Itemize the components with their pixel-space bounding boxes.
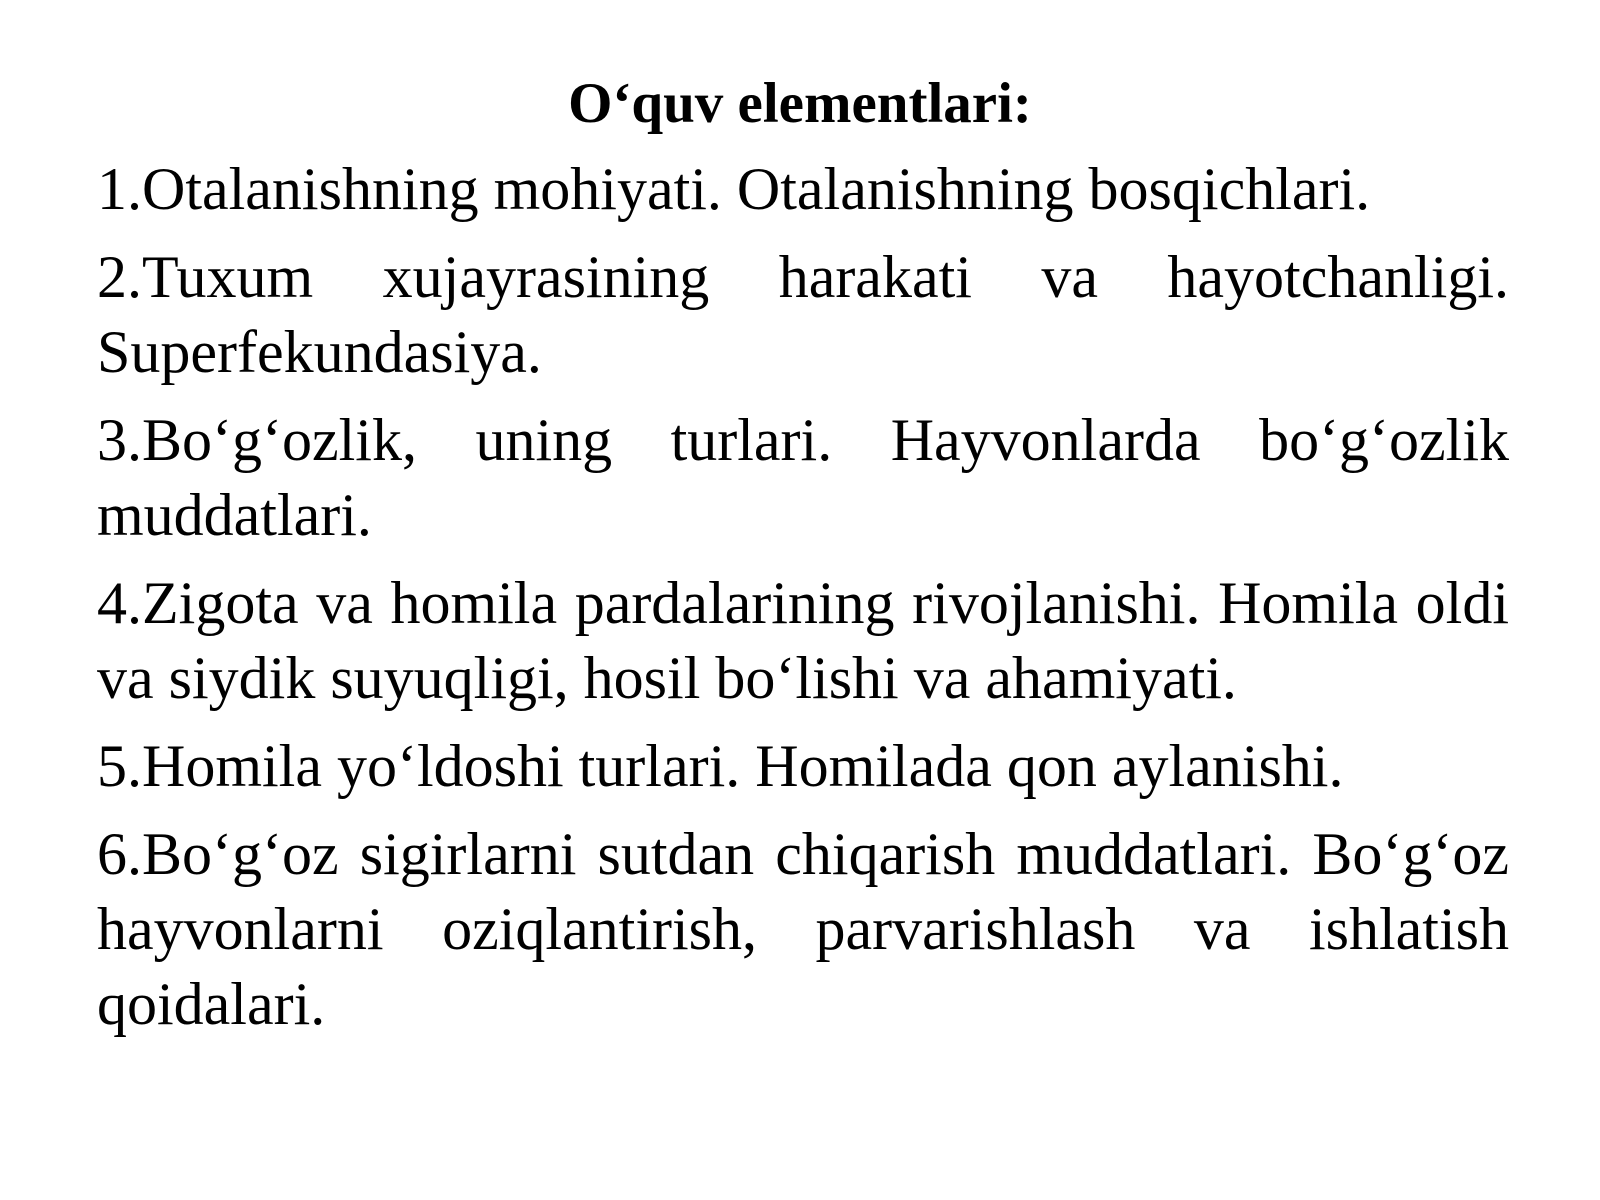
slide-title: O‘quv elementlari: — [568, 72, 1032, 135]
list-item: 6.Bo‘g‘oz sigirlarni sutdan chiqarish muddatlari. Bo‘g‘oz hayvonlarni oziqlantirish, parvarishlash va ishlatish qoidalari. — [97, 821, 1509, 1037]
list-item: 4.Zigota va homila pardalarining rivojlanishi. Homila oldi va siydik suyuqligi, hosil bo‘lishi va ahamiyati. — [97, 570, 1509, 711]
list-item: 3.Bo‘g‘ozlik, uning turlari. Hayvonlarda bo‘g‘ozlik muddatlari. — [97, 407, 1509, 548]
list-item: 1.Otalanishning mohiyati. Otalanishning bosqichlari. — [97, 156, 1371, 222]
learning-elements-list — [97, 152, 1509, 1055]
list-item: 2.Tuxum xujayrasining harakati va hayotchanligi. Superfekundasiya. — [97, 244, 1509, 385]
list-item: 5.Homila yo‘ldoshi turlari. Homilada qon aylanishi. — [97, 733, 1344, 799]
